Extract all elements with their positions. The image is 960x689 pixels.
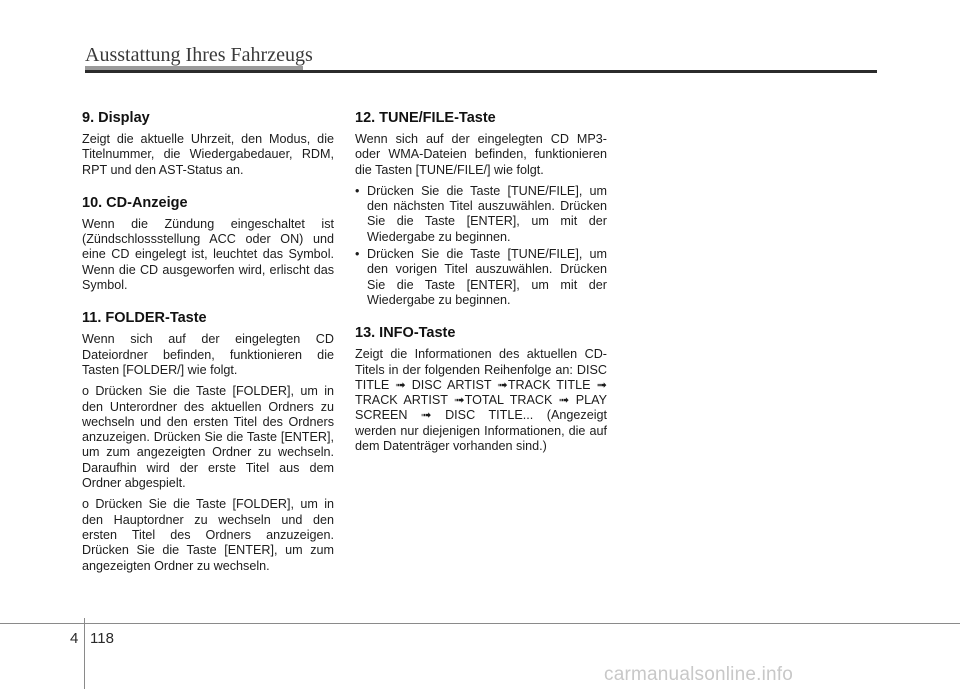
list-item [355,247,607,308]
left-column [82,110,334,580]
right-column [355,110,607,460]
header-rule [85,70,877,73]
bullet-icon: • [355,183,360,198]
section-12-list [355,184,607,308]
section-10-text: Wenn die Zündung eingeschaltet ist (Zündschlossstellung ACC oder ON) und eine CD eingelegt ist, leuchtet das Symbol. Wenn die CD ausgeworfen wird, erlischt das Symbol. [82,216,334,293]
watermark-text: carmanualsonline.info [604,664,794,685]
section-12-intro: Wenn sich auf der eingelegten CD MP3- oder WMA-Dateien befinden, funktionieren die Tasten [TUNE/FILE/] wie folgt. [355,132,607,177]
chapter-number: 4 [70,630,79,647]
section-11-item-2: o Drücken Sie die Taste [FOLDER], um in den Hauptordner zu wechseln und den ersten Titel des Ordners anzuzeigen. Drücken Sie die Taste [ENTER], um zum angezeigten Ordner zu wechseln. [82,497,334,573]
section-9-text: Zeigt die aktuelle Uhrzeit, den Modus, die Titelnummer, die Wiedergabedauer, RDM, RPT und den AST-Status an. [82,132,334,177]
section-11-heading: 11. FOLDER-Taste [82,310,207,327]
list-item-text: Drücken Sie die Taste [TUNE/FILE], um den vorigen Titel auszuwählen. Drücken Sie die Taste [ENTER], um mit der Wiedergabe zu beginnen. [367,247,607,307]
section-11-item-1: o Drücken Sie die Taste [FOLDER], um in den Unterordner des aktuellen Ordners zu wechseln und den ersten Titel des Ordners anzuzeigen. Drücken Sie die Taste [ENTER], um zum angezeigten Ordner zu wechseln. Daraufhin wird der erste Titel aus dem Ordner abgespielt. [82,384,334,491]
section-10-heading: 10. CD-Anzeige [82,194,188,211]
section-11-intro: Wenn sich auf der eingelegten CD Dateiordner befinden, funktionieren die Tasten [FOLDER/] wie folgt. [82,332,334,377]
section-12-heading: 12. TUNE/FILE-Taste [355,110,496,126]
section-13-text: Zeigt die Informationen des aktuellen CD-Titels in der folgenden Reihenfolge an: DISC TITLE ➟ DISC ARTIST ➟TRACK TITLE ➟ TRACK ARTIST ➟TOTAL TRACK ➟ PLAY SCREEN ➟ DISC TITLE... (Angezeigt werden nur diejenigen Informationen, die auf dem Datenträger vorhanden sind.) [355,347,607,454]
bullet-icon: • [355,247,360,262]
list-item [355,184,607,245]
footer-rule [0,623,960,624]
page-header-title: Ausstattung Ihres Fahrzeugs [85,44,313,66]
section-9-heading: 9. Display [82,110,150,126]
page-number: 118 [90,630,114,647]
footer-divider [84,618,85,689]
section-13-heading: 13. INFO-Taste [355,325,456,342]
list-item-text: Drücken Sie die Taste [TUNE/FILE], um den nächsten Titel auszuwählen. Drücken Sie die Taste [ENTER], um mit der Wiedergabe zu beginnen. [367,183,607,244]
